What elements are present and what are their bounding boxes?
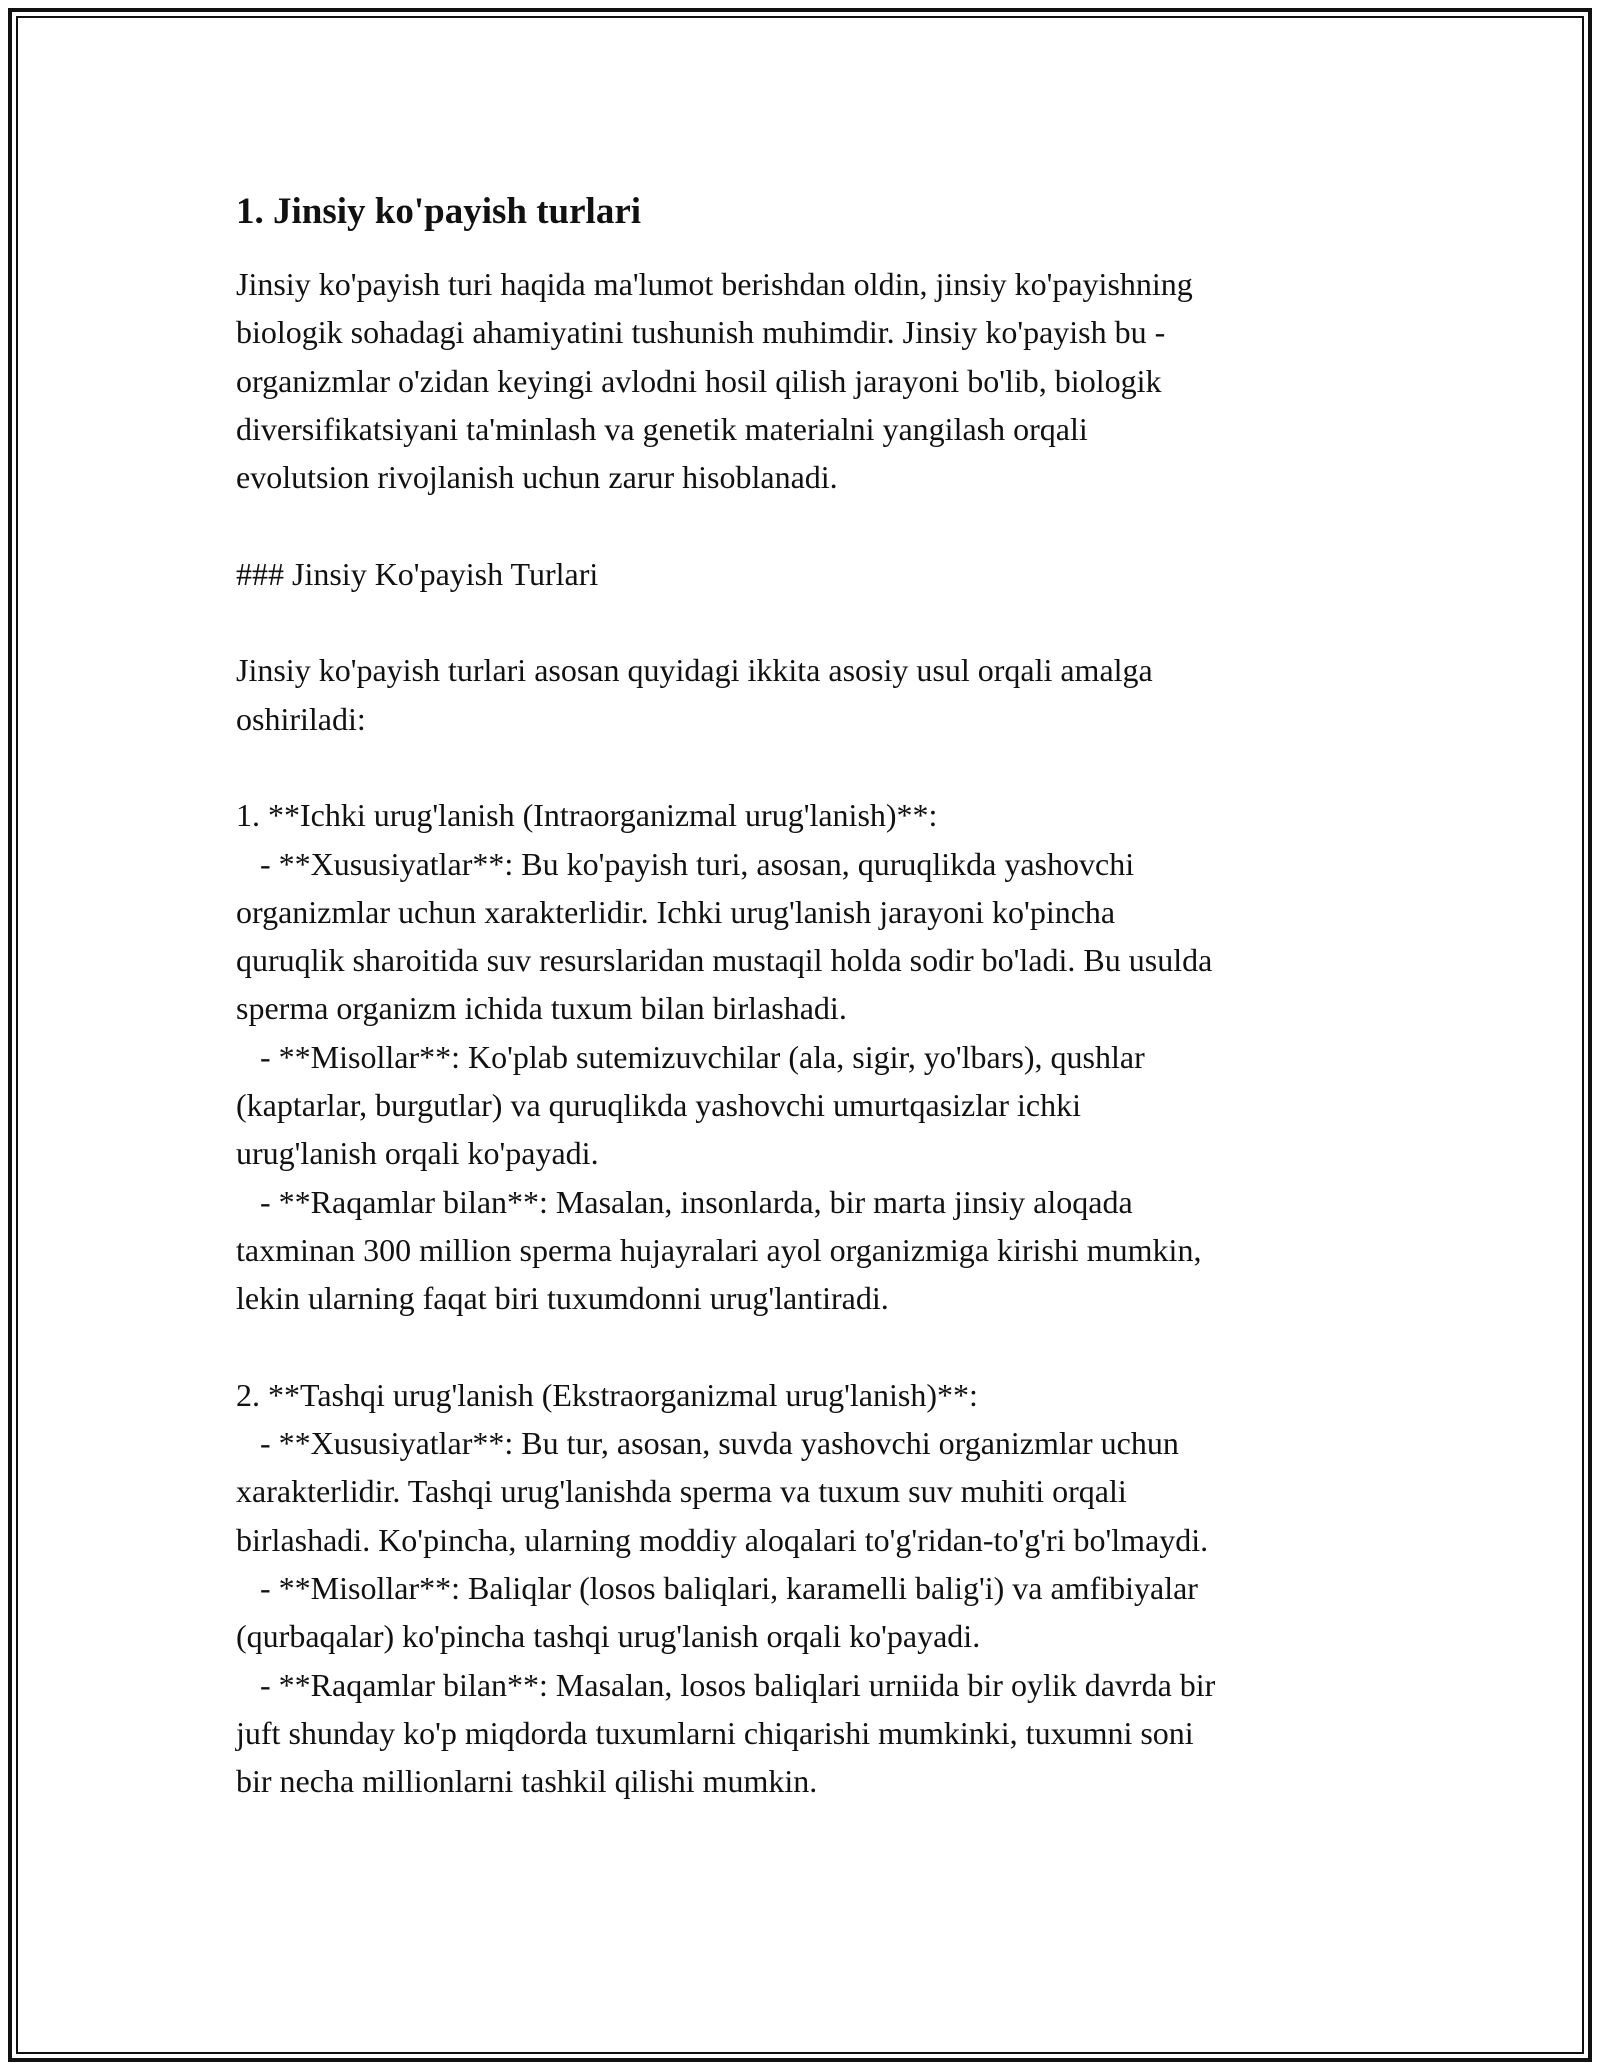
- document-body-text: Jinsiy ko'payish turi haqida ma'lumot berishdan oldin, jinsiy ko'payishning biologik sohadagi ahamiyatini tushunish muhimdir. Jinsiy ko'payish bu - organizmlar o'zidan keyingi avlodni hosil qilish jarayoni bo'lib, biologik diversifikatsiyani ta'minlash va genetik materialni yangilash orqali evolutsion rivojlanish uchun zarur hisoblanadi. ### Jinsiy Ko'payish Turlari Jinsiy ko'payish turlari asosan quyidagi ikkita asosiy usul orqali amalga oshiriladi: 1. **Ichki urug'lanish (Intraorganizmal urug'lanish)**: - **Xususiyatlar**: Bu ko'payish turi, asosan, quruqlikda yashovchi organizmlar uchun xarakterlidir. Ichki urug'lanish jarayoni ko'pincha quruqlik sharoitida suv resurslaridan mustaqil holda sodir bo'ladi. Bu usulda sperma organizm ichida tuxum bilan birlashadi. - **Misollar**: Ko'plab sutemizuvchilar (ala, sigir, yo'lbars), qushlar (kaptarlar, burgutlar) va quruqlikda yashovchi umurtqasizlar ichki urug'lanish orqali ko'payadi. - **Raqamlar bilan**: Masalan, insonlarda, bir marta jinsiy aloqada taxminan 300 million sperma hujayralari ayol organizmiga kirishi mumkin, lekin ularning faqat biri tuxumdonni urug'lantiradi. 2. **Tashqi urug'lanish (Ekstraorganizmal urug'lanish)**: - **Xususiyatlar**: Bu tur, asosan, suvda yashovchi organizmlar uchun xarakterlidir. Tashqi urug'lanishda sperma va tuxum suv muhiti orqali birlashadi. Ko'pincha, ularning moddiy aloqalari to'g'ridan-to'g'ri bo'lmaydi. - **Misollar**: Baliqlar (losos baliqlari, karamelli balig'i) va amfibiyalar (qurbaqalar) ko'pincha tashqi urug'lanish orqali ko'payadi. - **Raqamlar bilan**: Masalan, losos baliqlari urniida bir oylik davrda bir juft shunday ko'p miqdorda tuxumlarni chiqarishi mumkinki, tuxumni soni bir necha millionlarni tashkil qilishi mumkin.: [236, 266, 1216, 1800]
- document-title: 1. Jinsiy ko'payish turlari: [236, 191, 642, 232]
- document-content: [236, 188, 1376, 1806]
